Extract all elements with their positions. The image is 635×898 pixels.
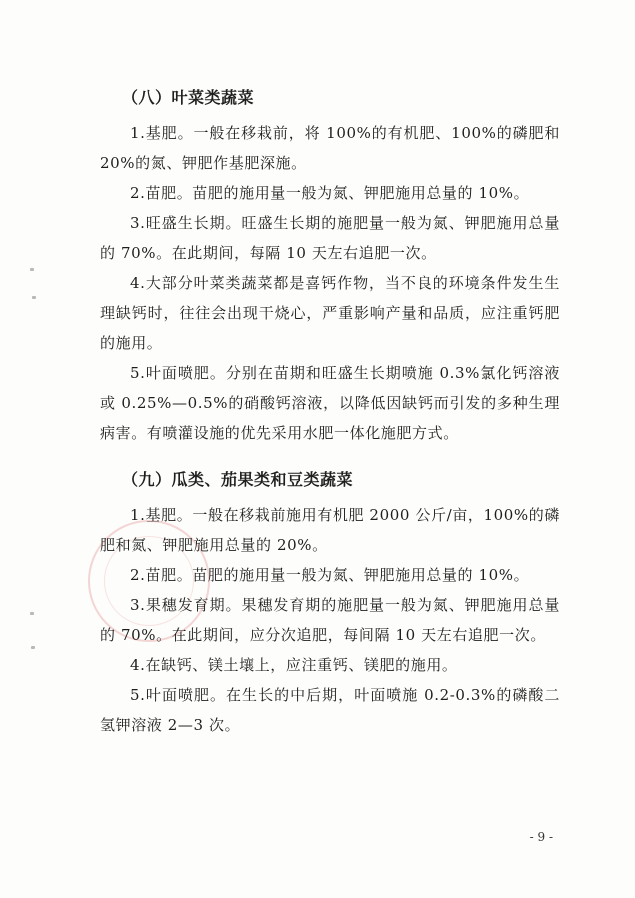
- paragraph: 1.基肥。一般在移栽前，将 100%的有机肥、100%的磷肥和 20%的氮、钾肥作基肥深施。: [100, 124, 560, 172]
- paragraph: 2.苗肥。苗肥的施用量一般为氮、钾肥施用总量的 10%。: [130, 566, 530, 584]
- paragraph: 4.在缺钙、镁土壤上，应注重钙、镁肥的施用。: [130, 656, 458, 674]
- section-melon-fruit-bean-vegetables: [100, 466, 560, 740]
- paragraph: 2.苗肥。苗肥的施用量一般为氮、钾肥施用总量的 10%。: [130, 184, 530, 202]
- section-heading: （八）叶菜类蔬菜: [122, 88, 255, 107]
- paragraph: 3.旺盛生长期。旺盛生长期的施肥量一般为氮、钾肥施用总量的 70%。在此期间，每隔 10 天左右追肥一次。: [100, 214, 560, 262]
- paragraph: 5.叶面喷肥。分别在苗期和旺盛生长期喷施 0.3%氯化钙溶液或 0.25%—0.5%的硝酸钙溶液，以降低因缺钙而引发的多种生理病害。有喷灌设施的优先采用水肥一体化施肥方式。: [100, 364, 560, 442]
- scan-mark: [30, 612, 34, 615]
- document-body: [100, 84, 560, 740]
- paragraph: 5.叶面喷肥。在生长的中后期，叶面喷施 0.2-0.3%的磷酸二氢钾溶液 2—3 次。: [100, 686, 560, 734]
- section-heading: （九）瓜类、茄果类和豆类蔬菜: [122, 470, 354, 489]
- page-number: - 9 -: [529, 830, 553, 844]
- scan-mark: [30, 268, 34, 271]
- paragraph: 1.基肥。一般在移栽前施用有机肥 2000 公斤/亩，100%的磷肥和氮、钾肥施用总量的 20%。: [100, 506, 560, 554]
- section-leafy-vegetables: [100, 84, 560, 448]
- scan-mark: [32, 296, 36, 299]
- scan-mark: [31, 646, 35, 649]
- paragraph: 4.大部分叶菜类蔬菜都是喜钙作物，当不良的环境条件发生生理缺钙时，往往会出现干烧心，严重影响产量和品质，应注重钙肥的施用。: [100, 274, 560, 352]
- paragraph: 3.果穗发育期。果穗发育期的施肥量一般为氮、钾肥施用总量的 70%。在此期间，应分次追肥，每间隔 10 天左右追肥一次。: [100, 596, 560, 644]
